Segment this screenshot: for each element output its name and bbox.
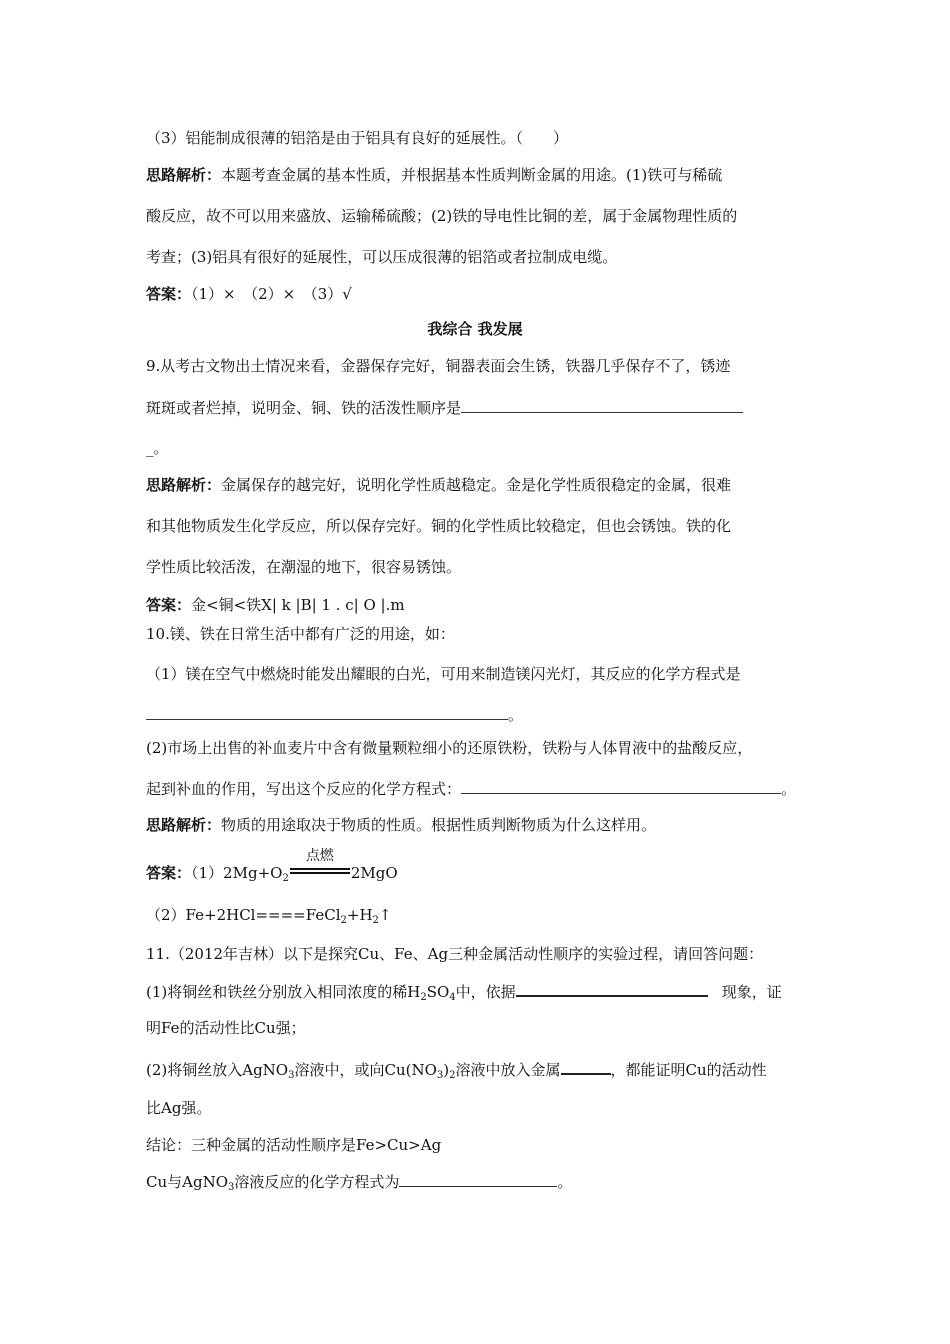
q9-analysis-line-1: 思路解析：金属保存的越完好，说明化学性质越稳定。金是化学性质很稳定的金属，很难 (146, 476, 732, 494)
q11-stem-line-3: 明Fe的活动性比Cu强； (146, 1019, 306, 1037)
q9-stem-line-2: 斑斑或者烂掉，说明金、铜、铁的活泼性顺序是 (146, 397, 743, 418)
q11-stem-line-1: 11.（2012年吉林）以下是探究Cu、Fe、Ag三种金属活动性顺序的实验过程，请回答问题： (146, 945, 764, 963)
q9-stem-line-1: 9.从考古文物出土情况来看，金器保存完好，铜器表面会生锈，铁器几乎保存不了，锈迹 (146, 357, 731, 375)
section-title: 我综合 我发展 (427, 320, 523, 338)
q11-stem-line-4: (2)将铜丝放入AgNO$_3$溶液中，或向$Cu(NO_3)_2$溶液中放入金属 ，都能证明Cu的活动性 (146, 1058, 767, 1080)
q10-stem-line-2: （1）镁在空气中燃烧时能发出耀眼的白光，可用来制造镁闪光灯，其反应的化学方程式是 (146, 665, 741, 683)
q9-stem-line-3: _。 (146, 439, 169, 457)
answer-label: 答案： (146, 285, 192, 303)
q11-equation-blank[interactable] (399, 1171, 557, 1187)
answer-label: 答案： (146, 596, 192, 614)
q9-answer-blank[interactable] (461, 397, 743, 413)
q10-stem-line-3: 。 (146, 704, 523, 725)
q11-stem-line-5: 比Ag强。 (146, 1099, 212, 1117)
q10-analysis: 思路解析：物质的用途取决于物质的性质。根据性质判断物质为什么这样用。 (146, 816, 657, 834)
q8-analysis-line-3: 考查；(3)铝具有很好的延展性，可以压成很薄的铝箔或者拉制成电缆。 (146, 248, 618, 266)
q11-equation-line: Cu与AgNO$_3$溶液反应的化学方程式为 。 (146, 1173, 573, 1193)
q10-answer-2: $(2)Fe+2HCl====FeCl_2+H_2↑$ (146, 906, 392, 926)
q9-answer: 答案：金<铜<铁X| k |B| 1 . c| O |.m (146, 596, 405, 614)
q9-analysis-line-3: 学性质比较活泼，在潮湿的地下，很容易锈蚀。 (146, 558, 462, 576)
reaction-condition-arrow: 点燃 (290, 860, 350, 878)
analysis-label: 思路解析： (146, 816, 222, 834)
q11-conclusion: 结论：三种金属的活动性顺序是Fe>Cu>Ag (146, 1136, 442, 1154)
q10-equation-1-blank[interactable] (146, 704, 508, 720)
q11-phenomenon-blank[interactable] (516, 980, 708, 997)
q10-answer-1: 答案：$(1)2Mg+O_2$ 点燃 2MgO (146, 848, 398, 884)
q10-equation-2-blank[interactable] (461, 778, 781, 794)
q11-stem-line-2: (1)将铜丝和铁丝分别放入相同浓度的稀$H_2SO_4$中，依据 现象，证 (146, 980, 782, 1002)
answer-label: 答案： (146, 864, 192, 882)
q8-analysis-line-1: 思路解析：本题考查金属的基本性质，并根据基本性质判断金属的用途。(1)铁可与稀硫 (146, 166, 723, 184)
q9-analysis-line-2: 和其他物质发生化学反应，所以保存完好。铜的化学性质比较稳定，但也会锈蚀。铁的化 (146, 517, 732, 535)
q11-metal-blank[interactable] (561, 1058, 611, 1075)
q10-stem-line-4: (2)市场上出售的补血麦片中含有微量颗粒细小的还原铁粉，铁粉与人体胃液中的盐酸反应， (146, 739, 753, 757)
analysis-label: 思路解析： (146, 166, 222, 184)
q8-item-3: （3）铝能制成很薄的铝箔是由于铝具有良好的延展性。（ ） (146, 129, 569, 147)
q8-answer: 答案：（1）× （2）× （3）√ (146, 285, 352, 303)
q10-stem-line-5: 起到补血的作用，写出这个反应的化学方程式： 。 (146, 780, 797, 798)
q10-stem-line-1: 10.镁、铁在日常生活中都有广泛的用途，如： (146, 625, 455, 643)
analysis-label: 思路解析： (146, 476, 222, 494)
q8-analysis-line-2: 酸反应，故不可以用来盛放、运输稀硫酸；(2)铁的导电性比铜的差，属于金属物理性质的 (146, 207, 738, 225)
